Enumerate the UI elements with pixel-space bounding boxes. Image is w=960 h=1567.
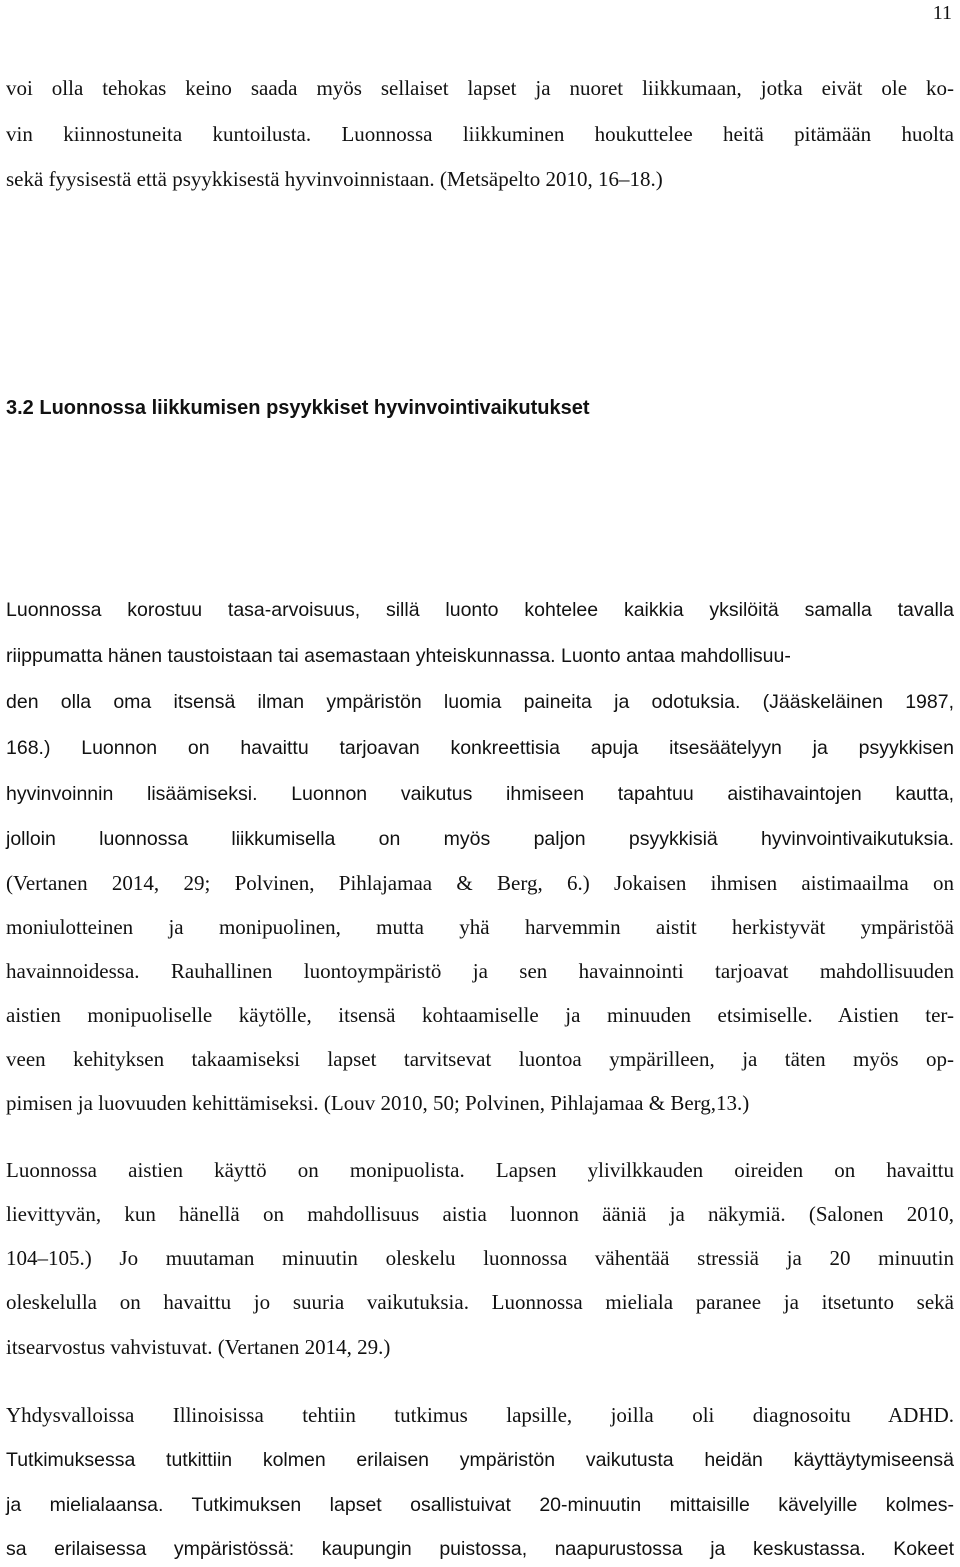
page-number: 11 — [932, 2, 952, 24]
text-line: Luonnossa korostuu tasa-arvoisuus, sillä luonto kohtelee kaikkia yksilöitä samalla tavalla — [6, 599, 954, 621]
text-line: moniulotteinen ja monipuolinen, mutta yhä harvemmin aistit herkistyvät ympäristöä — [6, 915, 954, 939]
text-line: sekä fyysisestä että psyykkisestä hyvinvoinnistaan. (Metsäpelto 2010, 16–18.) — [6, 167, 663, 191]
text-line: ja mielialaansa. Tutkimuksen lapset osallistuivat 20-minuutin mittaisille kävelyille kolmes- — [6, 1494, 954, 1516]
text-line: aistien monipuoliselle käytölle, itsensä kohtaamiselle ja minuuden etsimiselle. Aistien ter- — [6, 1003, 954, 1027]
text-line: jolloin luonnossa liikkumisella on myös paljon psyykkisiä hyvinvointivaikutuksia. — [6, 828, 954, 850]
text-line: 104–105.) Jo muutaman minuutin oleskelu luonnossa vähentää stressiä ja 20 minuutin — [6, 1246, 954, 1270]
text-line: havainnoidessa. Rauhallinen luontoympäristö ja sen havainnointi tarjoavat mahdollisuuden — [6, 959, 954, 983]
text-line: itsearvostus vahvistuvat. (Vertanen 2014, 29.) — [6, 1335, 391, 1359]
text-line: oleskelulla on havaittu jo suuria vaikutuksia. Luonnossa mieliala paranee ja itsetunto sekä — [6, 1290, 954, 1314]
text-line: riippumatta hänen taustoistaan tai asemastaan yhteiskunnassa. Luonto antaa mahdollisuu- — [6, 645, 791, 667]
text-line: pimisen ja luovuuden kehittämiseksi. (Louv 2010, 50; Polvinen, Pihlajamaa & Berg,13.) — [6, 1091, 750, 1115]
text-line: veen kehityksen takaamiseksi lapset tarvitsevat luontoa ympärilleen, ja täten myös op- — [6, 1047, 954, 1071]
text-line: (Vertanen 2014, 29; Polvinen, Pihlajamaa & Berg, 6.) Jokaisen ihmisen aistimaailma on — [6, 871, 954, 895]
text-line: Yhdysvalloissa Illinoisissa tehtiin tutkimus lapsille, joilla oli diagnosoitu ADHD. — [6, 1403, 954, 1427]
text-line: vin kiinnostuneita kuntoilusta. Luonnossa liikkuminen houkuttelee heitä pitämään huolta — [6, 122, 954, 146]
text-line: voi olla tehokas keino saada myös sellaiset lapset ja nuoret liikkumaan, jotka eivät ole ko- — [6, 76, 954, 100]
text-line: den olla oma itsensä ilman ympäristön luomia paineita ja odotuksia. (Jääskeläinen 1987, — [6, 691, 954, 713]
text-line: Luonnossa aistien käyttö on monipuolista. Lapsen ylivilkkauden oireiden on havaittu — [6, 1158, 954, 1182]
text-line: lievittyvän, kun hänellä on mahdollisuus aistia luonnon ääniä ja näkymiä. (Salonen 2010, — [6, 1202, 954, 1226]
text-line: sa erilaisessa ympäristössä: kaupungin puistossa, naapurustossa ja keskustassa. Kokeet — [6, 1538, 954, 1560]
text-line: hyvinvoinnin lisäämiseksi. Luonnon vaikutus ihmiseen tapahtuu aistihavaintojen kautta, — [6, 783, 954, 805]
section-heading: 3.2 Luonnossa liikkumisen psyykkiset hyvinvointivaikutukset — [6, 397, 590, 419]
text-line: Tutkimuksessa tutkittiin kolmen erilaisen ympäristön vaikutusta heidän käyttäytymiseensä — [6, 1449, 954, 1471]
text-line: 168.) Luonnon on havaittu tarjoavan konkreettisia apuja itsesäätelyyn ja psyykkisen — [6, 737, 954, 759]
